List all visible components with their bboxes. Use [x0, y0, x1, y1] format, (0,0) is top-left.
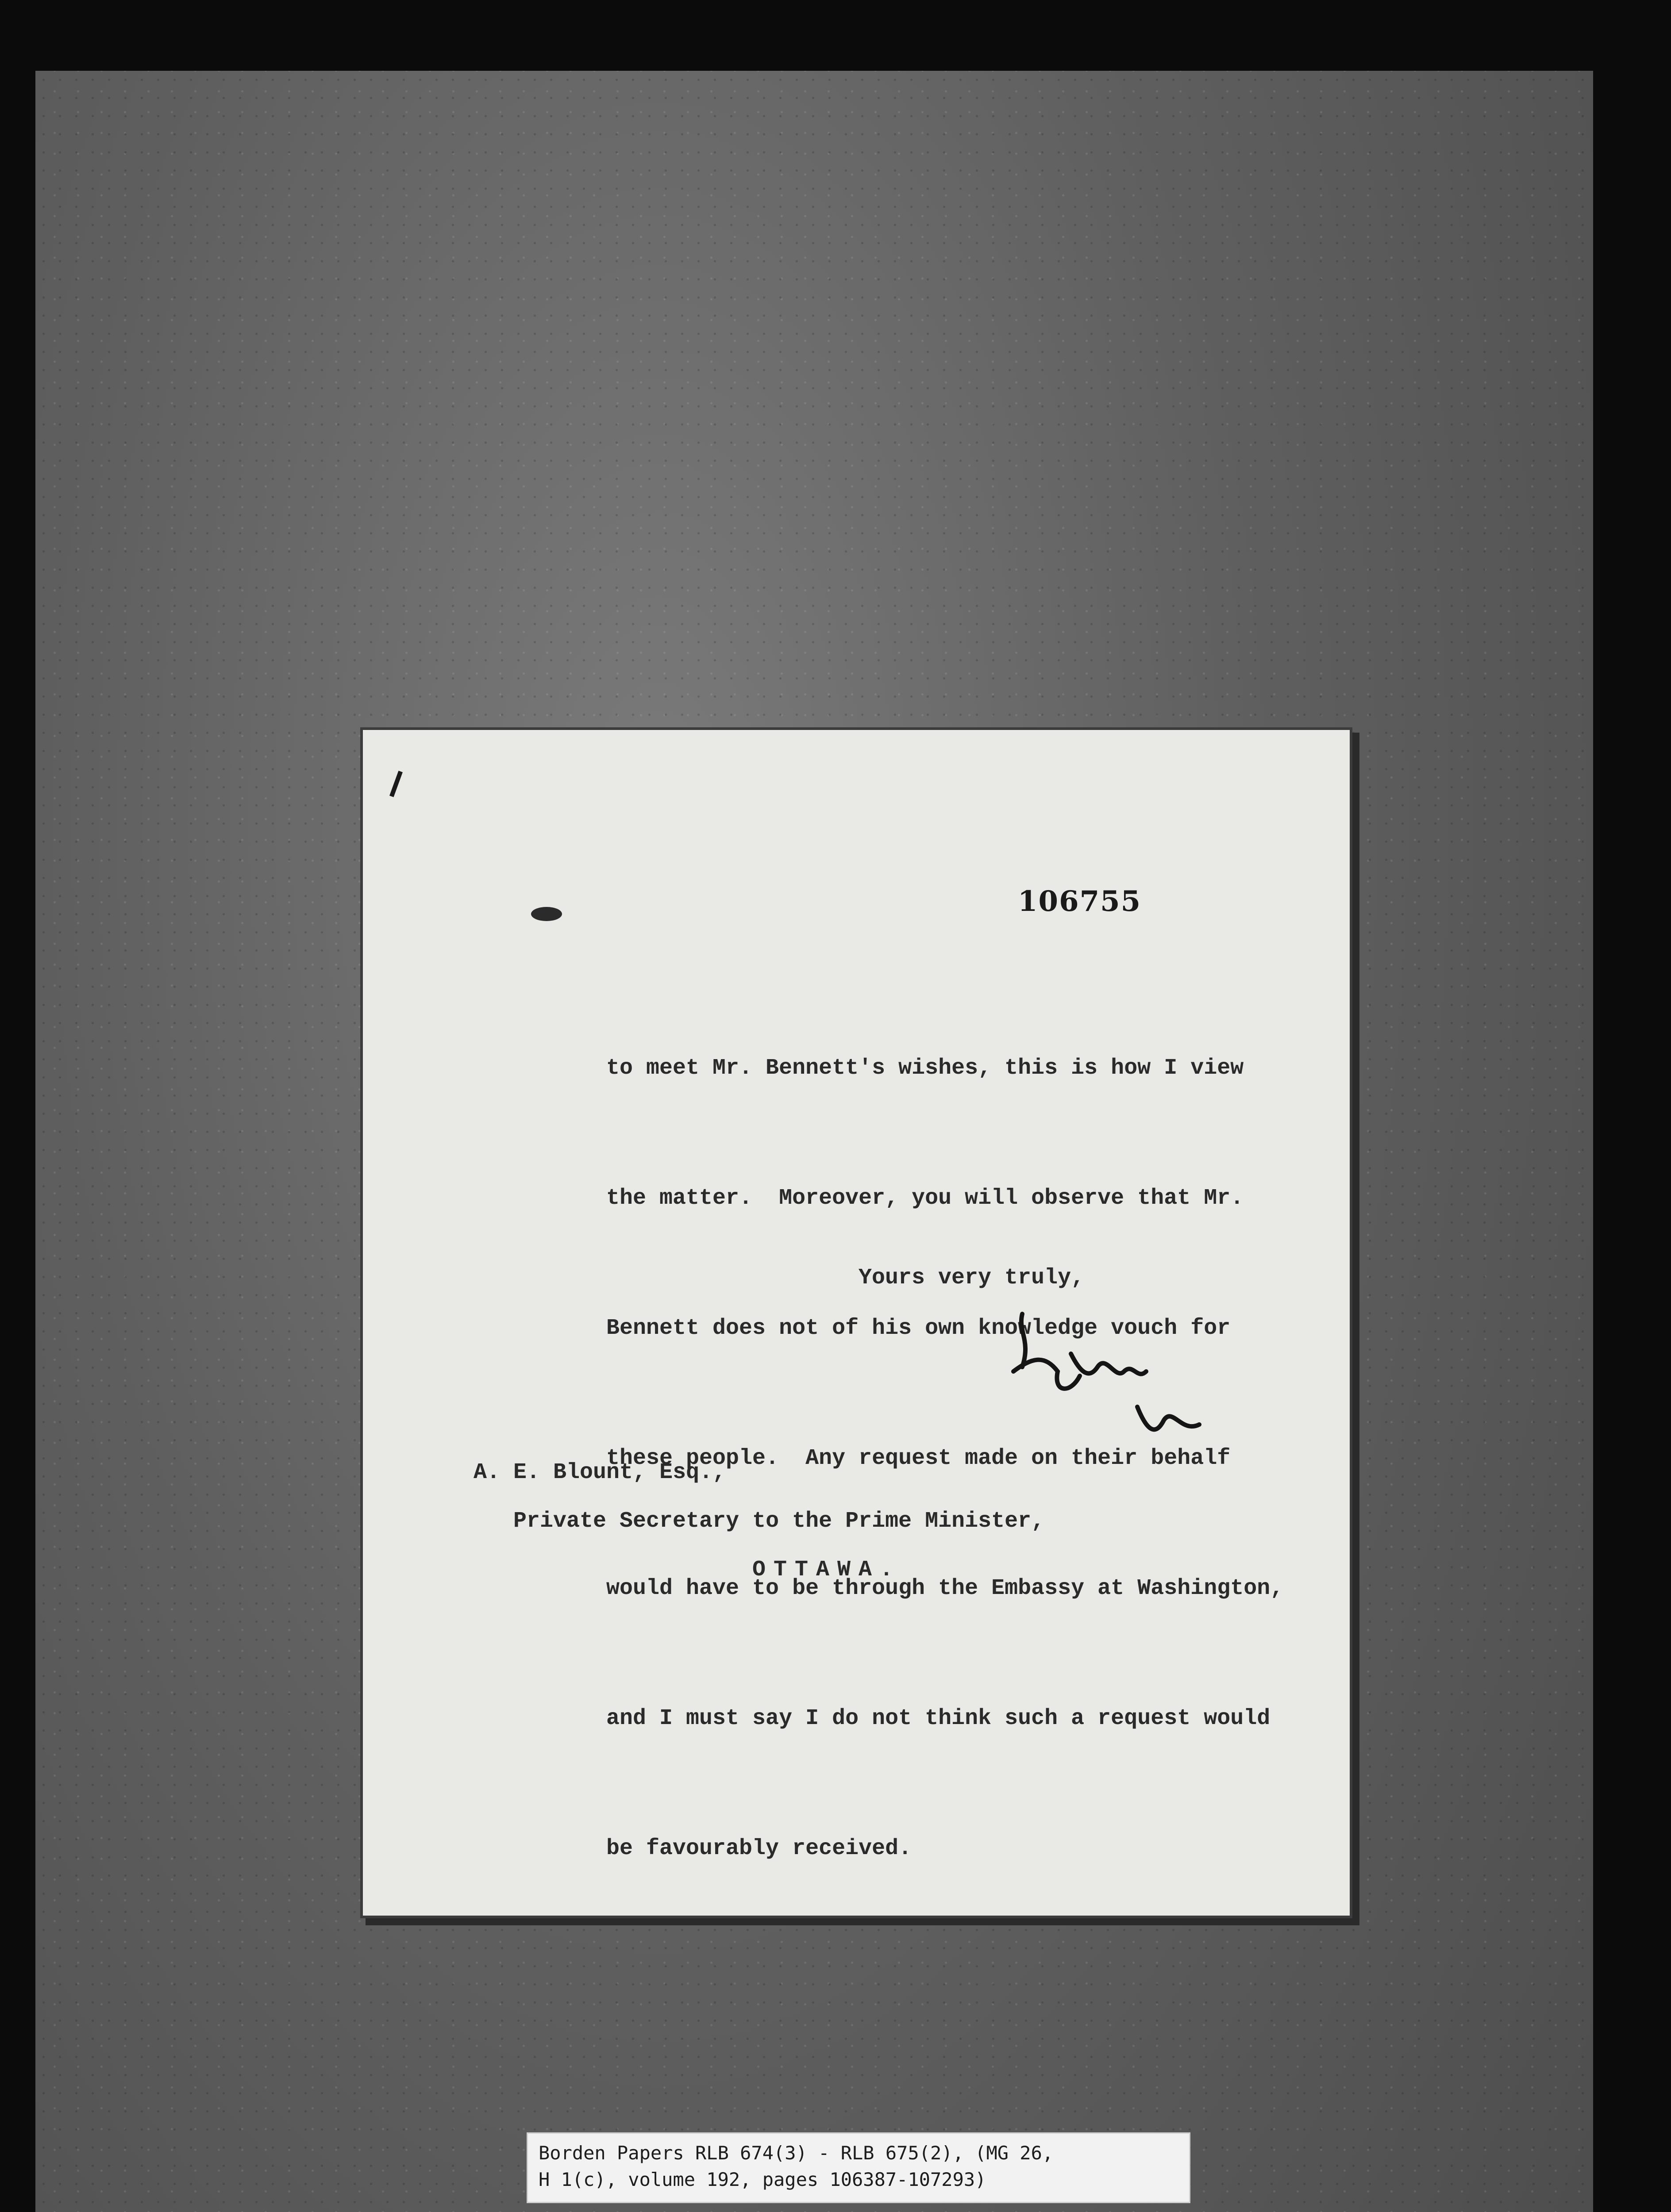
body-line: these people. Any request made on their behalf: [606, 1446, 1231, 1471]
recipient-name: A. E. Blount, Esq.,: [474, 1460, 726, 1485]
letter-closing: Yours very truly,: [859, 1265, 1085, 1290]
body-line: Bennett does not of his own knowledge vouch for: [606, 1316, 1231, 1341]
reference-line: Borden Papers RLB 674(3) - RLB 675(2), (MG 26,: [539, 2142, 1054, 2164]
ink-blot: [531, 907, 562, 921]
body-line: to meet Mr. Bennett's wishes, this is how I view: [606, 1056, 1244, 1081]
pencil-mark: [389, 771, 403, 797]
reference-line: H 1(c), volume 192, pages 106387-107293): [539, 2169, 986, 2190]
body-line: be favourably received.: [606, 1836, 912, 1861]
recipient-city: OTTAWA.: [752, 1557, 901, 1582]
handwritten-signature: [1005, 1305, 1208, 1451]
document-number: 106755: [1018, 885, 1142, 918]
recipient-title: Private Secretary to the Prime Minister,: [513, 1509, 1045, 1534]
letter-body: [606, 960, 1314, 1957]
reference-label: [527, 2132, 1190, 2203]
body-line: and I must say I do not think such a request would: [606, 1706, 1271, 1731]
body-line: the matter. Moreover, you will observe that Mr.: [606, 1186, 1244, 1211]
letter-page: [363, 730, 1350, 1916]
body-line: would have to be through the Embassy at Washington,: [606, 1576, 1284, 1601]
